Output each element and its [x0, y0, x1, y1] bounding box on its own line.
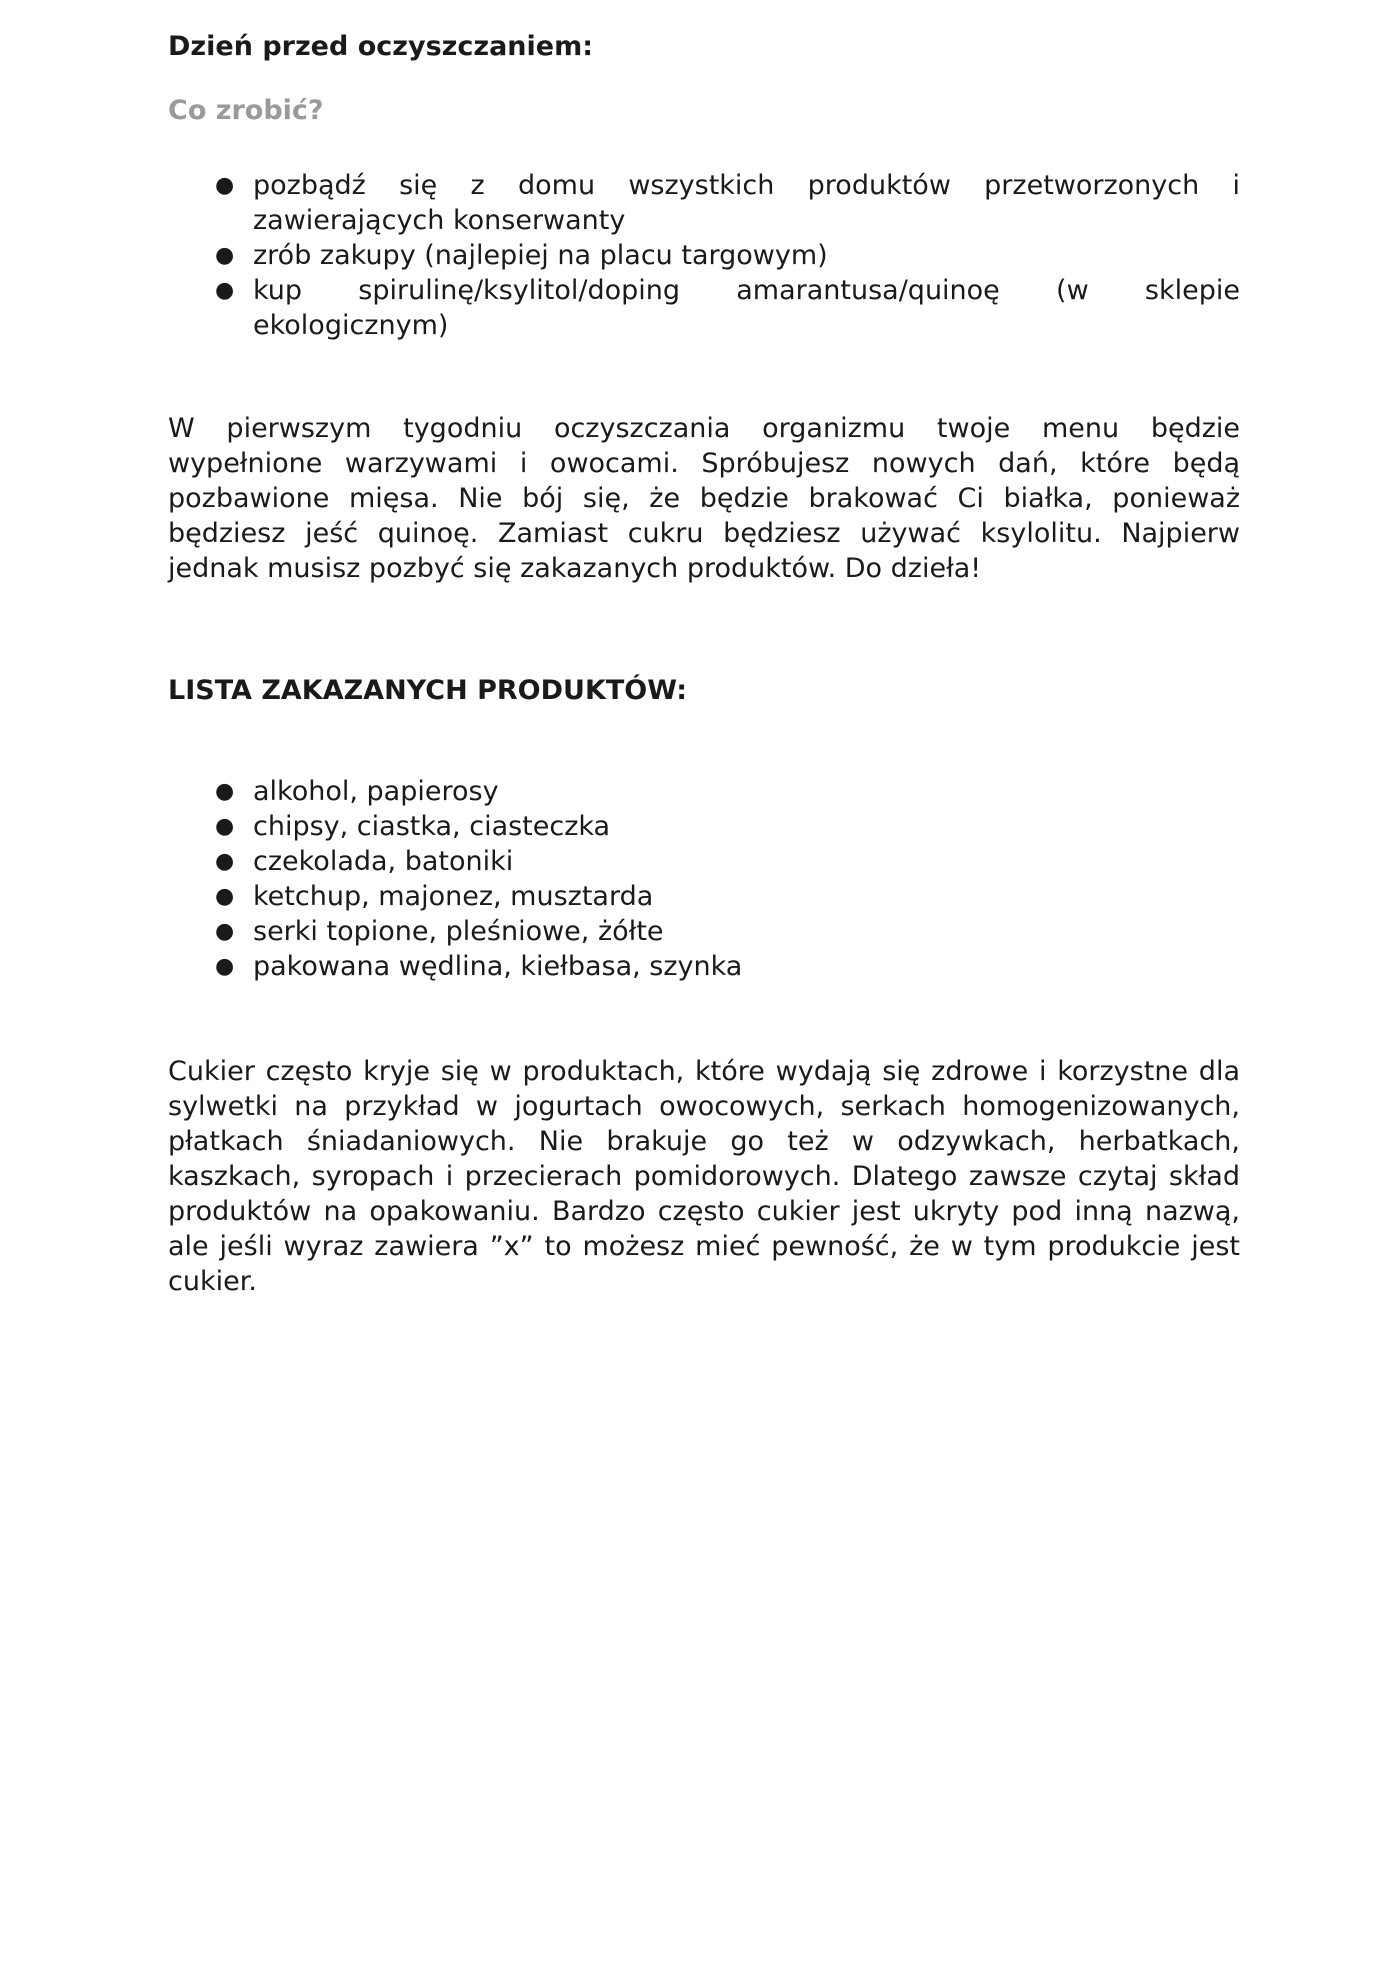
bullet-icon: ● — [215, 849, 235, 874]
document-page — [168, 30, 1240, 1299]
bullet-icon: ● — [215, 884, 235, 909]
section-title-forbidden-products: LISTA ZAKAZANYCH PRODUKTÓW: — [168, 675, 687, 706]
bullet-icon: ● — [215, 779, 235, 804]
forbidden-products-list — [168, 774, 1240, 984]
list-item-text: serki topione, pleśniowe, żółte — [253, 916, 664, 947]
bullet-icon: ● — [215, 243, 235, 268]
todo-list — [168, 168, 1240, 343]
bullet-icon: ● — [215, 173, 235, 198]
list-item-text: chipsy, ciastka, ciasteczka — [253, 811, 611, 842]
list-item-text: alkohol, papierosy — [253, 776, 499, 807]
bullet-icon: ● — [215, 954, 235, 979]
sugar-paragraph: Cukier często kryje się w produktach, które wydają się zdrowe i korzystne dla sylwetki na przykład w jogurtach owocowych, serkach homogenizowanych, płatkach śniadaniowych. Nie brakuje go też w odzywkach, herbatkach, kaszkach, syropach i przecierach pomidorowych. Dlatego zawsze czytaj skład produktów na opakowaniu. Bardzo często cukier jest ukryty pod inną nazwą, ale jeśli wyraz zawiera ”x” to możesz mieć pewność, że w tym produkcie jest cukier. — [168, 1056, 1240, 1297]
list-item-text: pakowana wędlina, kiełbasa, szynka — [253, 951, 743, 982]
list-item — [168, 949, 1240, 984]
list-item-text: kup spirulinę/ksylitol/doping amarantusa/quinoę (w sklepie ekologicznym) — [253, 275, 1240, 341]
section-title-day-before: Dzień przed oczyszczaniem: — [168, 31, 594, 62]
list-item-text: pozbądź się z domu wszystkich produktów przetworzonych i zawierających konserwanty — [253, 170, 1240, 236]
list-item — [168, 844, 1240, 879]
list-item-text: czekolada, batoniki — [253, 846, 514, 877]
list-item-text: ketchup, majonez, musztarda — [253, 881, 654, 912]
list-item — [168, 879, 1240, 914]
bullet-icon: ● — [215, 278, 235, 303]
intro-paragraph: W pierwszym tygodniu oczyszczania organizmu twoje menu będzie wypełnione warzywami i owocami. Spróbujesz nowych dań, które będą pozbawione mięsa. Nie bój się, że będzie brakować Ci białka, ponieważ będziesz jeść quinoę. Zamiast cukru będziesz używać ksylolitu. Najpierw jednak musisz pozbyć się zakazanych produktów. Do dzieła! — [168, 413, 1240, 584]
list-item — [168, 774, 1240, 809]
list-item — [168, 238, 1240, 273]
list-item — [168, 914, 1240, 949]
list-item — [168, 273, 1240, 343]
bullet-icon: ● — [215, 814, 235, 839]
section-subtitle-what-to-do: Co zrobić? — [168, 95, 324, 126]
list-item-text: zrób zakupy (najlepiej na placu targowym) — [253, 240, 828, 271]
bullet-icon: ● — [215, 919, 235, 944]
list-item — [168, 809, 1240, 844]
list-item — [168, 168, 1240, 238]
